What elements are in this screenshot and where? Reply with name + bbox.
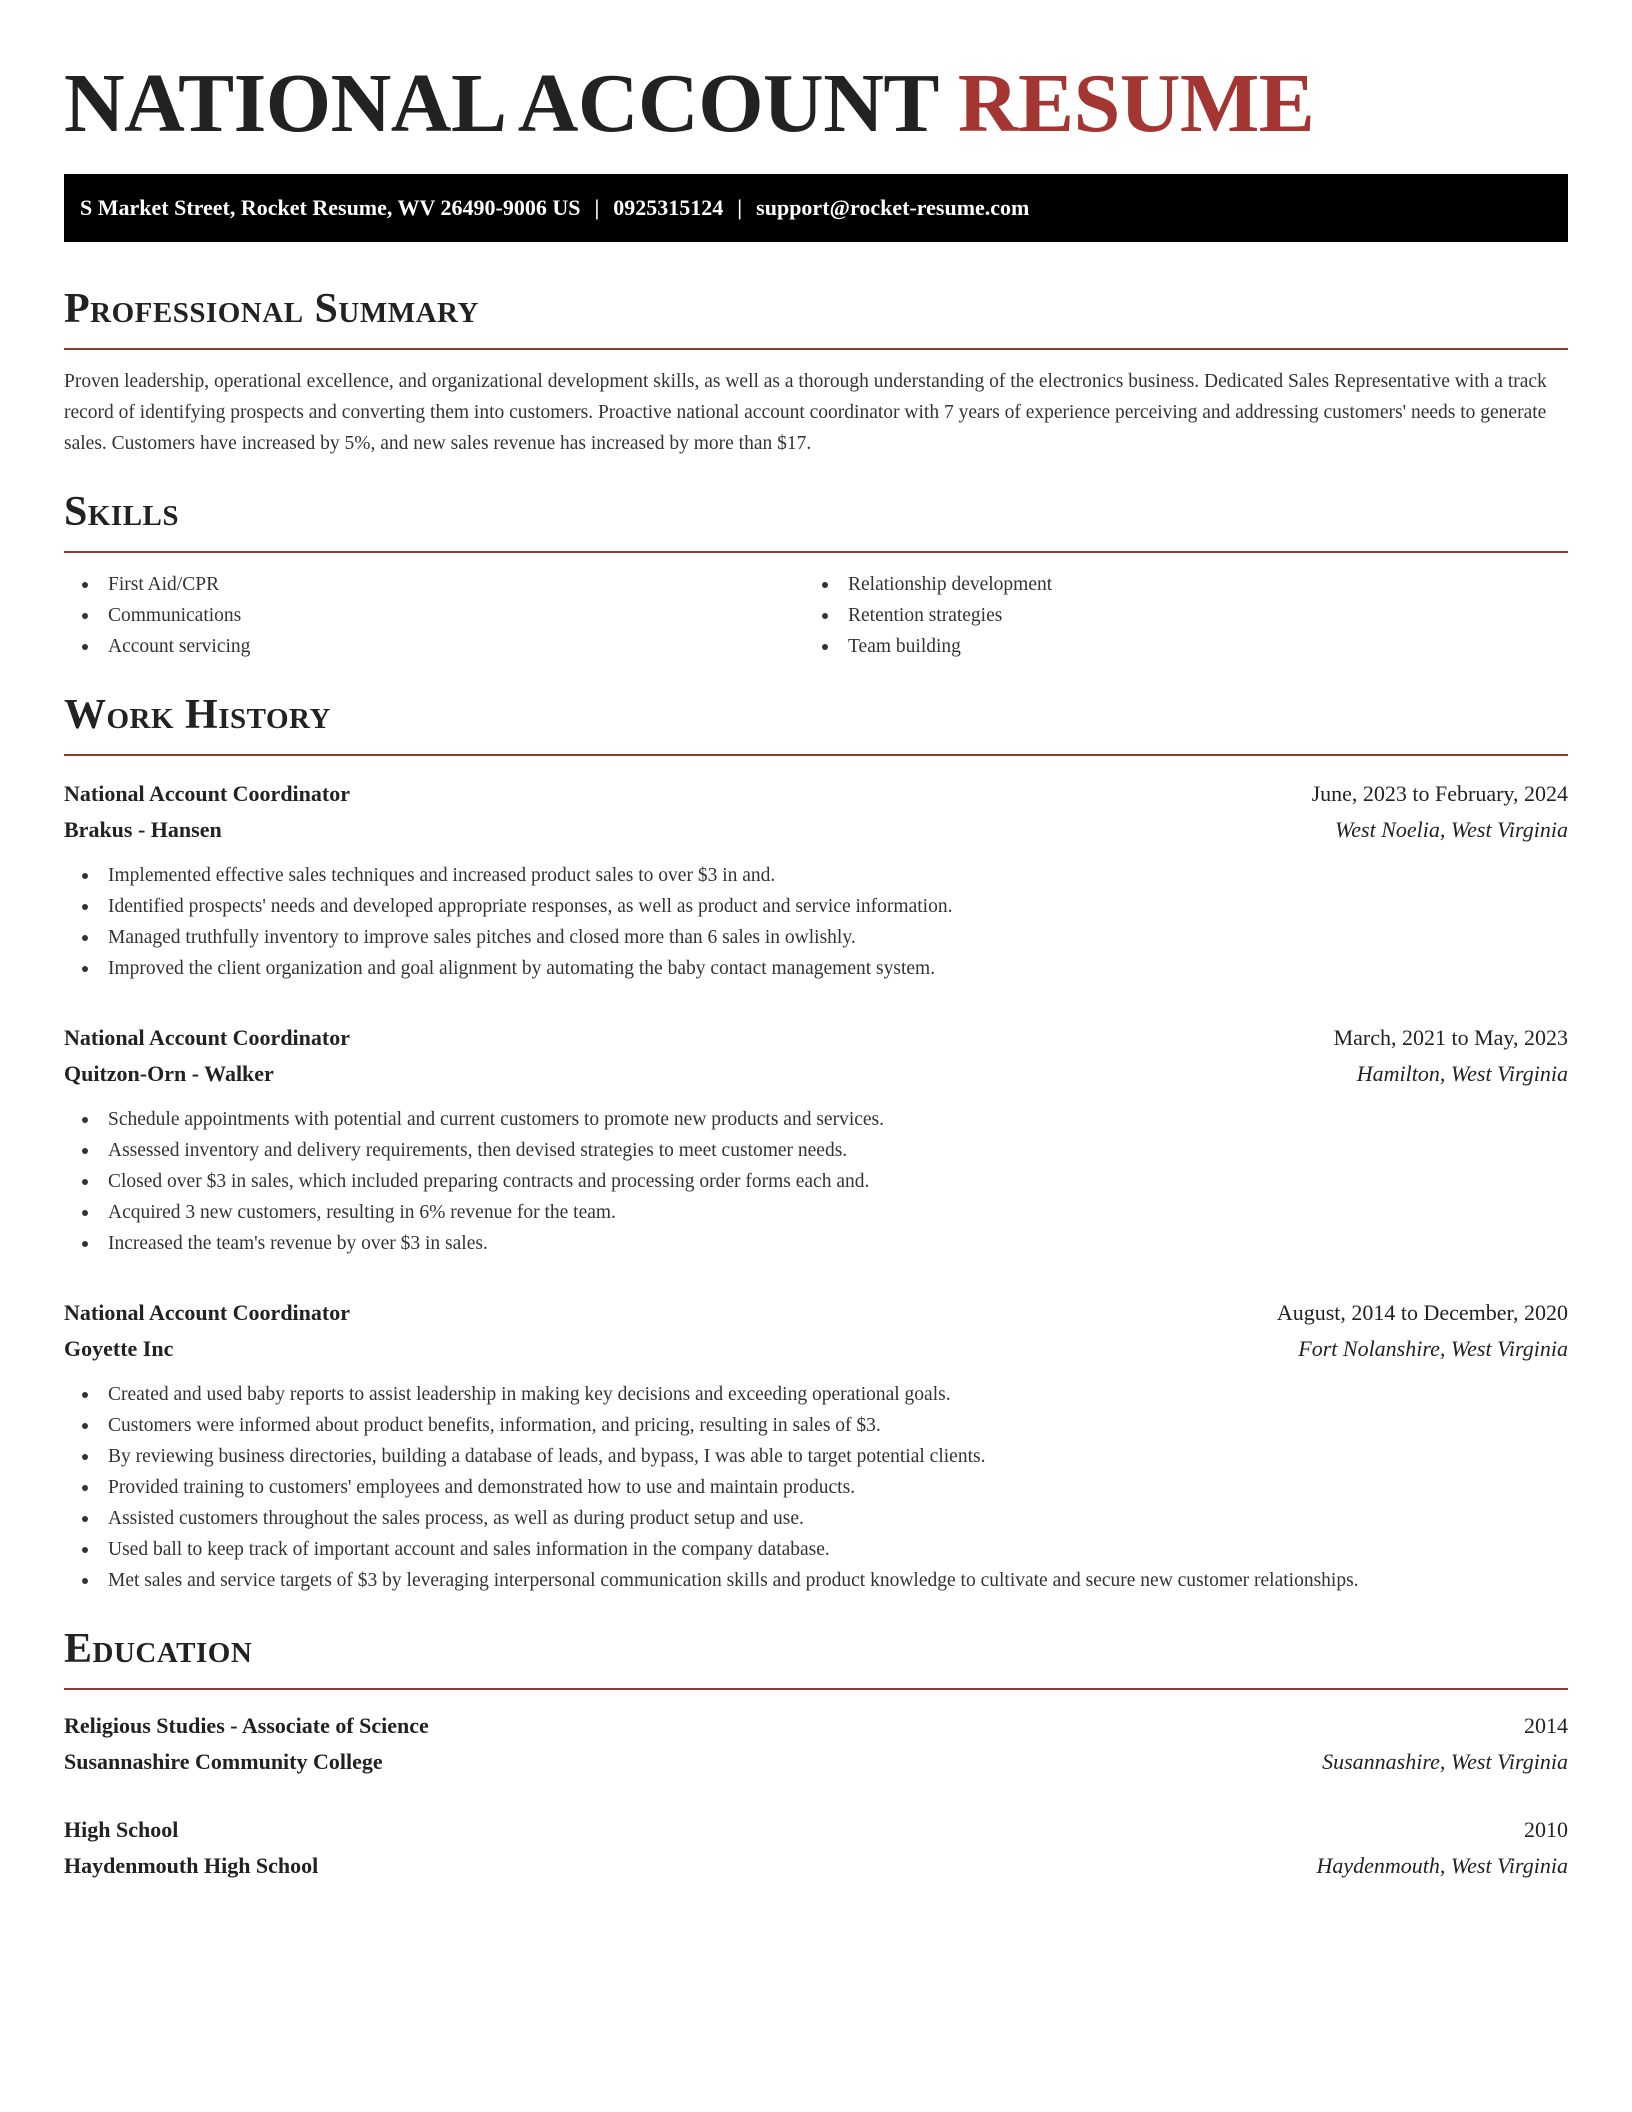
education-location: Haydenmouth, West Virginia [1316,1853,1568,1878]
skill-item: Relationship development [804,569,1544,600]
section-title-skills: Skills [64,489,180,535]
job-entry [64,1020,1568,1259]
education-year: 2010 [1524,1817,1568,1842]
education-degree: Religious Studies - Associate of Science [64,1713,429,1738]
job-bullet: Provided training to customers' employees and demonstrated how to use and maintain products. [64,1472,1568,1503]
education-year: 2014 [1524,1713,1568,1738]
skills-column-left [64,569,804,662]
section-title-work: Work History [64,692,331,738]
skill-item: First Aid/CPR [64,569,804,600]
skill-item: Account servicing [64,631,804,662]
education-school-row [64,1848,1568,1884]
job-company: Quitzon-Orn - Walker [64,1061,274,1086]
job-bullet: Assisted customers throughout the sales process, as well as during product setup and use. [64,1503,1568,1534]
summary-text: Proven leadership, operational excellence, and organizational development skills, as well as a thorough understanding of the electronics business. Dedicated Sales Representative with a track record of identifying prospects and converting them into customers. Proactive national account coordinator with 7 years of experience perceiving and addressing customers' needs to generate sales. Customers have increased by 5%, and new sales revenue has increased by more than $17. [64,371,1547,454]
job-company-row [64,1331,1568,1367]
education-entry [64,1708,1568,1780]
contact-address: S Market Street, Rocket Resume, WV 26490-9006 US [80,195,581,220]
contact-bar [64,174,1568,242]
section-title-summary: Professional Summary [64,286,479,332]
job-dates: June, 2023 to February, 2024 [1311,781,1568,806]
resume-title [64,58,1568,150]
job-bullet: Customers were informed about product benefits, information, and pricing, resulting in sales of $3. [64,1410,1568,1441]
job-bullet: Increased the team's revenue by over $3 in sales. [64,1228,1568,1259]
contact-separator: | [737,195,743,220]
job-bullets [64,1104,1568,1259]
education-school: Susannashire Community College [64,1749,383,1774]
job-entry [64,1295,1568,1596]
job-bullets [64,1379,1568,1596]
job-role: National Account Coordinator [64,1300,350,1325]
section-title-education: Education [64,1626,253,1672]
title-main: NATIONAL ACCOUNT [64,57,938,150]
job-dates: March, 2021 to May, 2023 [1333,1025,1568,1050]
work-history-section [64,692,1568,1596]
resume-page [64,0,1568,1884]
job-company-row [64,812,1568,848]
job-bullet: Identified prospects' needs and developed appropriate responses, as well as product and service information. [64,891,1568,922]
section-divider [64,551,1568,553]
job-header-row [64,1020,1568,1056]
contact-phone: 0925315124 [613,195,724,220]
job-bullet: By reviewing business directories, building a database of leads, and bypass, I was able to target potential clients. [64,1441,1568,1472]
job-bullet: Acquired 3 new customers, resulting in 6% revenue for the team. [64,1197,1568,1228]
skills-column-right [804,569,1544,662]
section-divider [64,754,1568,756]
education-school: Haydenmouth High School [64,1853,319,1878]
job-location: Hamilton, West Virginia [1356,1061,1568,1086]
job-bullet: Closed over $3 in sales, which included preparing contracts and processing order forms each and. [64,1166,1568,1197]
education-location: Susannashire, West Virginia [1322,1749,1568,1774]
job-bullet: Used ball to keep track of important account and sales information in the company database. [64,1534,1568,1565]
education-entry [64,1812,1568,1884]
title-accent: RESUME [957,57,1315,150]
job-bullet: Implemented effective sales techniques and increased product sales to over $3 in and. [64,860,1568,891]
job-header-row [64,776,1568,812]
education-school-row [64,1744,1568,1780]
job-bullet: Met sales and service targets of $3 by leveraging interpersonal communication skills and product knowledge to cultivate and secure new customer relationships. [64,1565,1568,1596]
job-company: Goyette Inc [64,1336,174,1361]
education-header-row [64,1708,1568,1744]
job-bullets [64,860,1568,984]
section-divider [64,348,1568,350]
job-bullet: Improved the client organization and goal alignment by automating the baby contact management system. [64,953,1568,984]
summary-section [64,286,1568,459]
job-bullet: Assessed inventory and delivery requirements, then devised strategies to meet customer needs. [64,1135,1568,1166]
skill-item: Communications [64,600,804,631]
job-company: Brakus - Hansen [64,817,222,842]
job-location: Fort Nolanshire, West Virginia [1298,1336,1568,1361]
education-degree: High School [64,1817,179,1842]
job-entry [64,776,1568,984]
job-bullet: Schedule appointments with potential and current customers to promote new products and services. [64,1104,1568,1135]
education-section [64,1626,1568,1884]
job-company-row [64,1056,1568,1092]
contact-separator: | [594,195,600,220]
skill-item: Retention strategies [804,600,1544,631]
job-bullet: Created and used baby reports to assist leadership in making key decisions and exceeding operational goals. [64,1379,1568,1410]
education-header-row [64,1812,1568,1848]
job-dates: August, 2014 to December, 2020 [1276,1300,1568,1325]
section-divider [64,1688,1568,1690]
skills-section [64,489,1568,662]
skills-grid [64,569,1568,662]
job-role: National Account Coordinator [64,1025,350,1050]
skill-item: Team building [804,631,1544,662]
job-header-row [64,1295,1568,1331]
job-bullet: Managed truthfully inventory to improve sales pitches and closed more than 6 sales in owlishly. [64,922,1568,953]
contact-email: support@rocket-resume.com [756,195,1030,220]
job-location: West Noelia, West Virginia [1334,817,1568,842]
job-role: National Account Coordinator [64,781,350,806]
